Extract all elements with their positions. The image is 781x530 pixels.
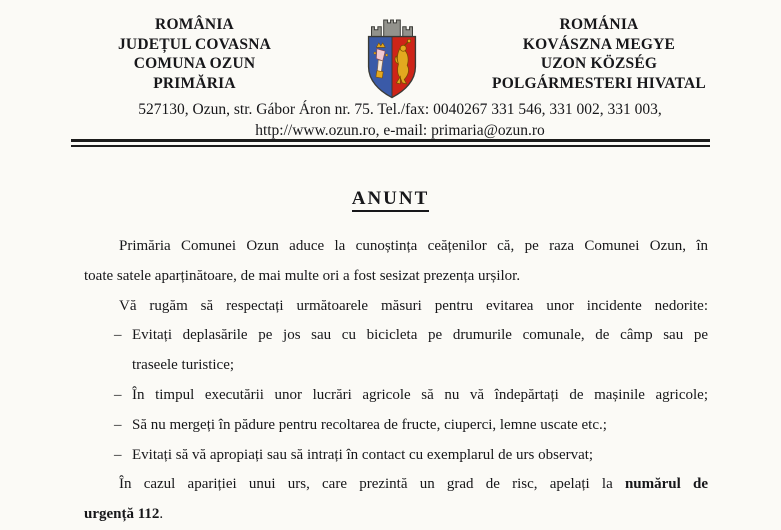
document-body [84, 232, 708, 530]
header-line: KOVÁSZNA MEGYE [522, 35, 676, 53]
header-line: ROMÁNIA [559, 16, 639, 33]
bullet-text: Să nu mergeți în pădure pentru recoltarea de fructe, ciuperci, lemne uscate etc.; [132, 416, 607, 433]
paragraph-line: Vă rugăm să respectați următoarele măsuri pentru evitarea unor incidente nedorite: [119, 297, 708, 314]
bullet-dash-icon: – [114, 416, 122, 433]
header-left-block [62, 15, 327, 93]
paragraph-line: toate satele aparținătoare, de mai multe ori a fost sesizat prezența urșilor. [84, 267, 521, 284]
header-line: PRIMĂRIA [153, 74, 236, 92]
bullet-line [84, 441, 708, 471]
header-right-block [428, 15, 770, 93]
header-line: POLGÁRMESTERI HIVATAL [492, 74, 706, 92]
bullet-line [84, 321, 708, 351]
closing-bold-text: urgență 112 [84, 506, 160, 523]
closing-text: . [159, 506, 164, 523]
closing-line [84, 470, 708, 500]
bullet-dash-icon: – [114, 386, 122, 403]
closing-line [84, 500, 708, 530]
bullet-text: Evitați deplasările pe jos sau cu bicicleta pe drumurile comunale, de câmp sau pe [132, 327, 708, 344]
bullet-text: În timpul executării unor lucrări agricole să nu vă îndepărtați de mașinile agricole; [132, 386, 708, 403]
document-title-wrap [0, 188, 781, 210]
header-line: JUDEȚUL COVASNA [117, 35, 271, 53]
address-block [85, 100, 715, 141]
bullet-line [84, 381, 708, 411]
coat-of-arms-icon [364, 18, 420, 100]
document-title: ANUNT [352, 188, 430, 212]
bullet-continuation-line [84, 351, 708, 381]
address-line-2: http://www.ozun.ro, e-mail: primaria@ozun.ro [255, 121, 545, 139]
closing-text: În cazul apariției unui urs, care prezintă un grad de risc, apelați la [119, 476, 613, 493]
closing-bold-text: numărul de [624, 476, 708, 493]
header-line: UZON KÖZSÉG [540, 55, 658, 72]
header-line: COMUNA OZUN [133, 55, 256, 72]
bullet-text: Evitați să vă apropiați sau să intrați în contact cu exemplarul de urs observat; [132, 446, 594, 463]
bullet-line [84, 411, 708, 441]
header-separator-rule [71, 139, 710, 147]
paragraph-line: Primăria Comunei Ozun aduce la cunoștința ceățenilor că, pe raza Comunei Ozun, în [119, 238, 708, 254]
bullet-dash-icon: – [114, 446, 122, 463]
bullet-text: traseele turistice; [132, 357, 235, 374]
address-line-1: 527130, Ozun, str. Gábor Áron nr. 75. Tel./fax: 0040267 331 546, 331 002, 331 003, [138, 101, 662, 118]
bullet-dash-icon: – [114, 327, 122, 344]
header-line: ROMÂNIA [155, 16, 234, 33]
